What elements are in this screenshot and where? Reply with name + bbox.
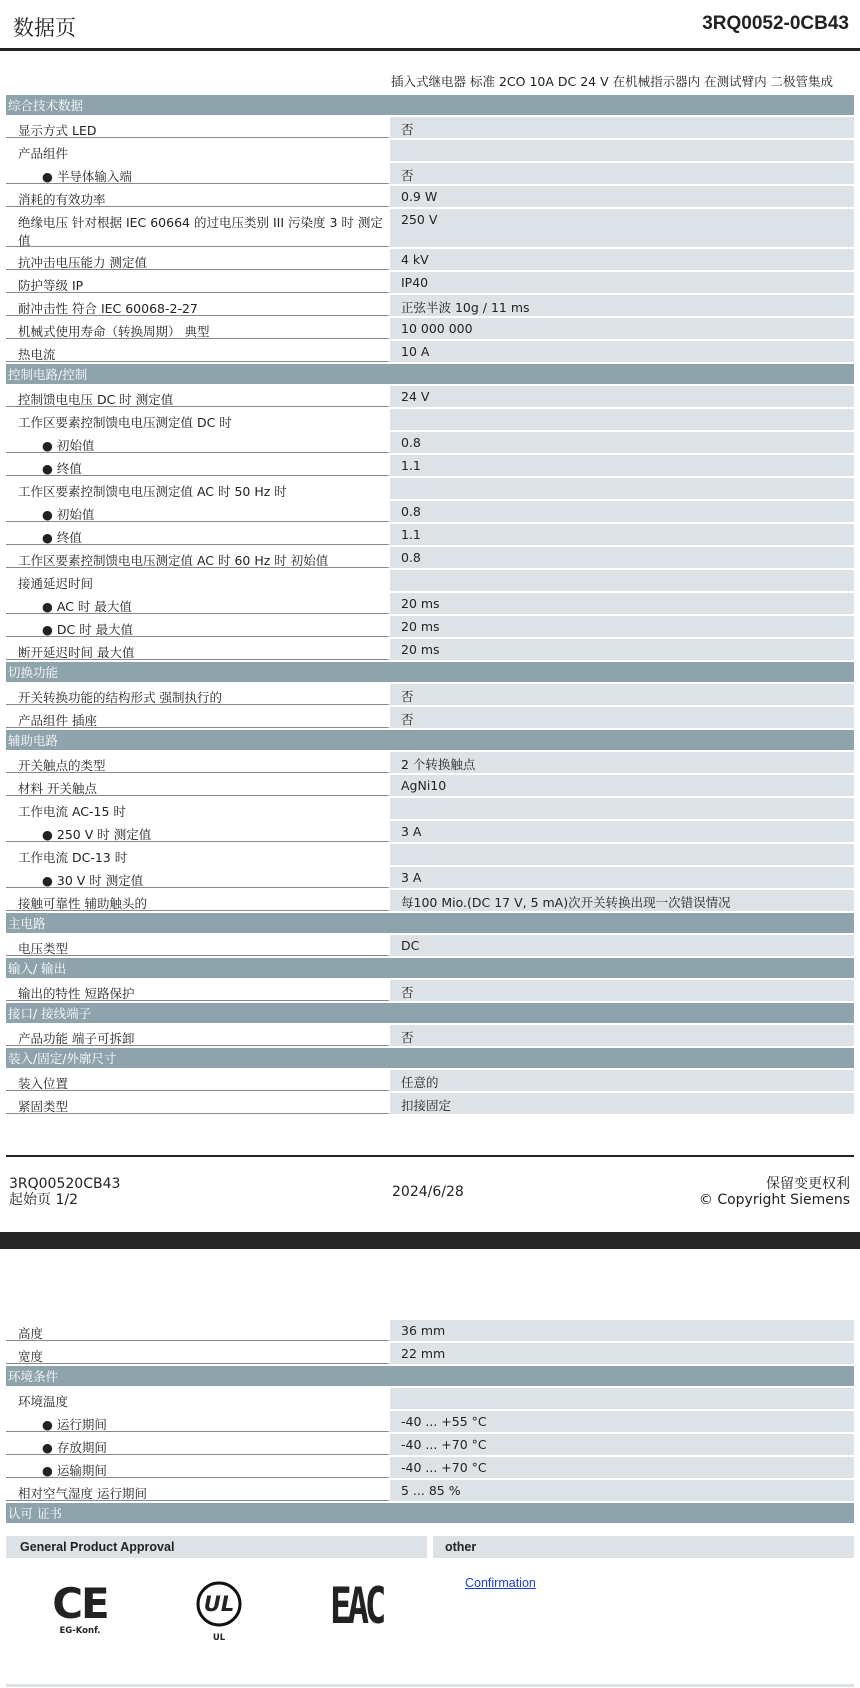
spec-label: ● 初始值 <box>42 438 95 453</box>
page-footer <box>0 1156 860 1226</box>
spec-value: 20 ms <box>401 619 440 634</box>
spec-label: 机械式使用寿命（转换周期） 典型 <box>18 324 210 339</box>
section-header: 综合技术数据 <box>6 95 854 117</box>
spec-label: 工作电流 DC-13 时 <box>18 850 128 865</box>
spec-row <box>6 570 854 593</box>
page-header <box>0 0 860 51</box>
spec-value: 2 个转换触点 <box>401 757 476 772</box>
spec-value: 否 <box>401 985 414 1000</box>
footer-rights: 保留变更权利 <box>766 1176 850 1192</box>
spec-label: 紧固类型 <box>18 1099 69 1114</box>
spec-value: 20 ms <box>401 642 440 657</box>
spec-value: 任意的 <box>401 1075 439 1090</box>
ul-mark-icon: UL UL <box>194 1580 244 1640</box>
spec-label: ● 半导体输入端 <box>42 169 132 184</box>
spec-label: 热电流 <box>18 347 56 362</box>
spec-value: 1.1 <box>401 527 421 542</box>
spec-label: 环境温度 <box>18 1394 69 1409</box>
spec-row <box>6 1025 854 1048</box>
section-header: 辅助电路 <box>6 730 854 752</box>
spec-value: 0.8 <box>401 550 421 565</box>
spec-row <box>6 295 854 318</box>
spec-row <box>6 1320 854 1343</box>
spec-value: 0.9 W <box>401 189 438 204</box>
spec-label: 断开延迟时间 最大值 <box>18 645 135 660</box>
section-header: 切换功能 <box>6 662 854 684</box>
spec-row <box>6 547 854 570</box>
spec-value: 扣接固定 <box>401 1098 452 1113</box>
footer-page: 起始页 1/2 <box>9 1192 78 1208</box>
eac-mark-icon: EAC <box>330 1577 383 1635</box>
spec-table-page-2 <box>6 1320 854 1525</box>
spec-row <box>6 890 854 913</box>
footer-code: 3RQ00520CB43 <box>9 1176 121 1192</box>
product-code: 3RQ0052-0CB43 <box>702 13 849 34</box>
approval-col-general: General Product Approval <box>6 1536 427 1558</box>
spec-label: 产品组件 插座 <box>18 713 97 728</box>
spec-label: 开关触点的类型 <box>18 758 106 773</box>
spec-row <box>6 386 854 409</box>
spec-label: 工作区要素控制馈电电压测定值 AC 时 60 Hz 时 初始值 <box>18 553 329 568</box>
spec-row <box>6 1343 854 1366</box>
spec-label: ● DC 时 最大值 <box>42 622 134 637</box>
spec-row <box>6 409 854 432</box>
spec-label: ● 运行期间 <box>42 1417 107 1432</box>
spec-value: 否 <box>401 1030 414 1045</box>
spec-row <box>6 1480 854 1503</box>
spec-label: 高度 <box>18 1326 44 1341</box>
spec-row <box>6 1070 854 1093</box>
spec-label: 工作区要素控制馈电电压测定值 AC 时 50 Hz 时 <box>18 484 287 499</box>
approval-col-other: other <box>433 1536 854 1558</box>
spec-value: 3 A <box>401 824 422 839</box>
spec-value: 否 <box>401 689 414 704</box>
spec-row <box>6 501 854 524</box>
header-title: 数据页 <box>13 16 76 40</box>
spec-row <box>6 821 854 844</box>
spec-row <box>6 478 854 501</box>
footer-date: 2024/6/28 <box>392 1184 464 1200</box>
spec-row <box>6 455 854 478</box>
spec-row <box>6 318 854 341</box>
spec-label: 输出的特性 短路保护 <box>18 986 135 1001</box>
spec-row <box>6 867 854 890</box>
spec-row <box>6 341 854 364</box>
spec-label: 抗冲击电压能力 测定值 <box>18 255 147 270</box>
spec-value: 250 V <box>401 212 438 227</box>
spec-row <box>6 1411 854 1434</box>
spec-label: 宽度 <box>18 1349 44 1364</box>
spec-label: 接通延迟时间 <box>18 576 94 591</box>
section-header: 主电路 <box>6 913 854 935</box>
approval-header-row <box>6 1536 854 1558</box>
spec-label: 工作电流 AC-15 时 <box>18 804 126 819</box>
spec-label: 电压类型 <box>18 941 69 956</box>
spec-value: -40 ... +55 °C <box>401 1414 487 1429</box>
spec-value: 0.8 <box>401 504 421 519</box>
spec-row <box>6 593 854 616</box>
spec-row <box>6 935 854 958</box>
spec-label: 产品组件 <box>18 146 69 161</box>
spec-row <box>6 639 854 662</box>
spec-label: 材料 开关触点 <box>18 781 97 796</box>
spec-label: 产品功能 端子可拆卸 <box>18 1031 135 1046</box>
spec-label: ● 终值 <box>42 530 82 545</box>
spec-label: 耐冲击性 符合 IEC 60068-2-27 <box>18 301 198 316</box>
spec-value: AgNi10 <box>401 778 447 793</box>
spec-value: 否 <box>401 122 414 137</box>
spec-value <box>401 478 854 481</box>
section-header: 控制电路/控制 <box>6 364 854 386</box>
spec-value <box>401 1388 854 1391</box>
spec-value: 正弦半波 10g / 11 ms <box>401 300 530 315</box>
spec-row <box>6 1093 854 1116</box>
spec-value: 5 ... 85 % <box>401 1483 461 1498</box>
confirmation-link[interactable]: Confirmation <box>465 1576 536 1590</box>
spec-label: 开关转换功能的结构形式 强制执行的 <box>18 690 222 705</box>
spec-label: ● 存放期间 <box>42 1440 107 1455</box>
spec-row <box>6 272 854 295</box>
spec-row <box>6 616 854 639</box>
spec-row <box>6 1388 854 1411</box>
spec-row <box>6 1457 854 1480</box>
spec-value <box>401 798 854 801</box>
spec-row <box>6 798 854 821</box>
section-header: 输入/ 输出 <box>6 958 854 980</box>
spec-label: 相对空气湿度 运行期间 <box>18 1486 147 1501</box>
spec-value: 0.8 <box>401 435 421 450</box>
spec-label: ● 250 V 时 测定值 <box>42 827 152 842</box>
spec-value: 3 A <box>401 870 422 885</box>
spec-row <box>6 684 854 707</box>
spec-label: ● 30 V 时 测定值 <box>42 873 144 888</box>
spec-row <box>6 980 854 1003</box>
spec-value: 4 kV <box>401 252 429 267</box>
spec-label: ● AC 时 最大值 <box>42 599 132 614</box>
spec-value <box>401 570 854 573</box>
spec-row <box>6 1434 854 1457</box>
spec-label: 显示方式 LED <box>18 123 97 138</box>
spec-value: 1.1 <box>401 458 421 473</box>
bottom-rule <box>6 1684 854 1687</box>
spec-label: 装入位置 <box>18 1076 69 1091</box>
spec-table-page-1 <box>6 95 854 1116</box>
spec-row <box>6 775 854 798</box>
spec-value: IP40 <box>401 275 429 290</box>
spec-value <box>401 140 854 143</box>
spec-label: ● 终值 <box>42 461 82 476</box>
section-header: 装入/固定/外廓尺寸 <box>6 1048 854 1070</box>
spec-label: 绝缘电压 针对根据 IEC 60664 的过电压类别 III 污染度 3 时 测定值 <box>18 215 383 248</box>
spec-value: 20 ms <box>401 596 440 611</box>
spec-row <box>6 163 854 186</box>
ce-mark-icon: CE EG-Konf. <box>52 1579 108 1636</box>
spec-value: 每100 Mio.(DC 17 V, 5 mA)次开关转换出现一次错误情况 <box>401 895 731 910</box>
spec-label: ● 初始值 <box>42 507 95 522</box>
spec-row <box>6 844 854 867</box>
spec-row <box>6 432 854 455</box>
spec-value: DC <box>401 938 420 953</box>
spec-value: 否 <box>401 712 414 727</box>
spec-label: 工作区要素控制馈电电压测定值 DC 时 <box>18 415 232 430</box>
spec-value: -40 ... +70 °C <box>401 1460 487 1475</box>
footer-copyright: © Copyright Siemens <box>698 1192 850 1208</box>
spec-row <box>6 752 854 775</box>
spec-label: 防护等级 IP <box>18 278 84 293</box>
spec-value: 22 mm <box>401 1346 446 1361</box>
spec-value: 36 mm <box>401 1323 446 1338</box>
spec-value: 否 <box>401 168 414 183</box>
spec-label: 接触可靠性 辅助触头的 <box>18 896 147 911</box>
spec-row <box>6 209 854 249</box>
spec-value: 10 A <box>401 344 430 359</box>
page-divider <box>0 1232 860 1249</box>
spec-row <box>6 707 854 730</box>
spec-value: 10 000 000 <box>401 321 473 336</box>
spec-row <box>6 117 854 140</box>
spec-label: ● 运输期间 <box>42 1463 107 1478</box>
spec-row <box>6 249 854 272</box>
spec-row <box>6 186 854 209</box>
spec-value <box>401 409 854 412</box>
spec-value: -40 ... +70 °C <box>401 1437 487 1452</box>
spec-value: 24 V <box>401 389 430 404</box>
spec-label: 控制馈电电压 DC 时 测定值 <box>18 392 174 407</box>
product-description: 插入式继电器 标准 2CO 10A DC 24 V 在机械指示器内 在测试臂内 二极管集成 <box>391 74 834 89</box>
spec-row <box>6 524 854 547</box>
section-header: 环境条件 <box>6 1366 854 1388</box>
spec-label: 消耗的有效功率 <box>18 192 106 207</box>
section-header: 接口/ 接线端子 <box>6 1003 854 1025</box>
section-header: 认可 证书 <box>6 1503 854 1525</box>
spec-value <box>401 844 854 847</box>
spec-row <box>6 140 854 163</box>
